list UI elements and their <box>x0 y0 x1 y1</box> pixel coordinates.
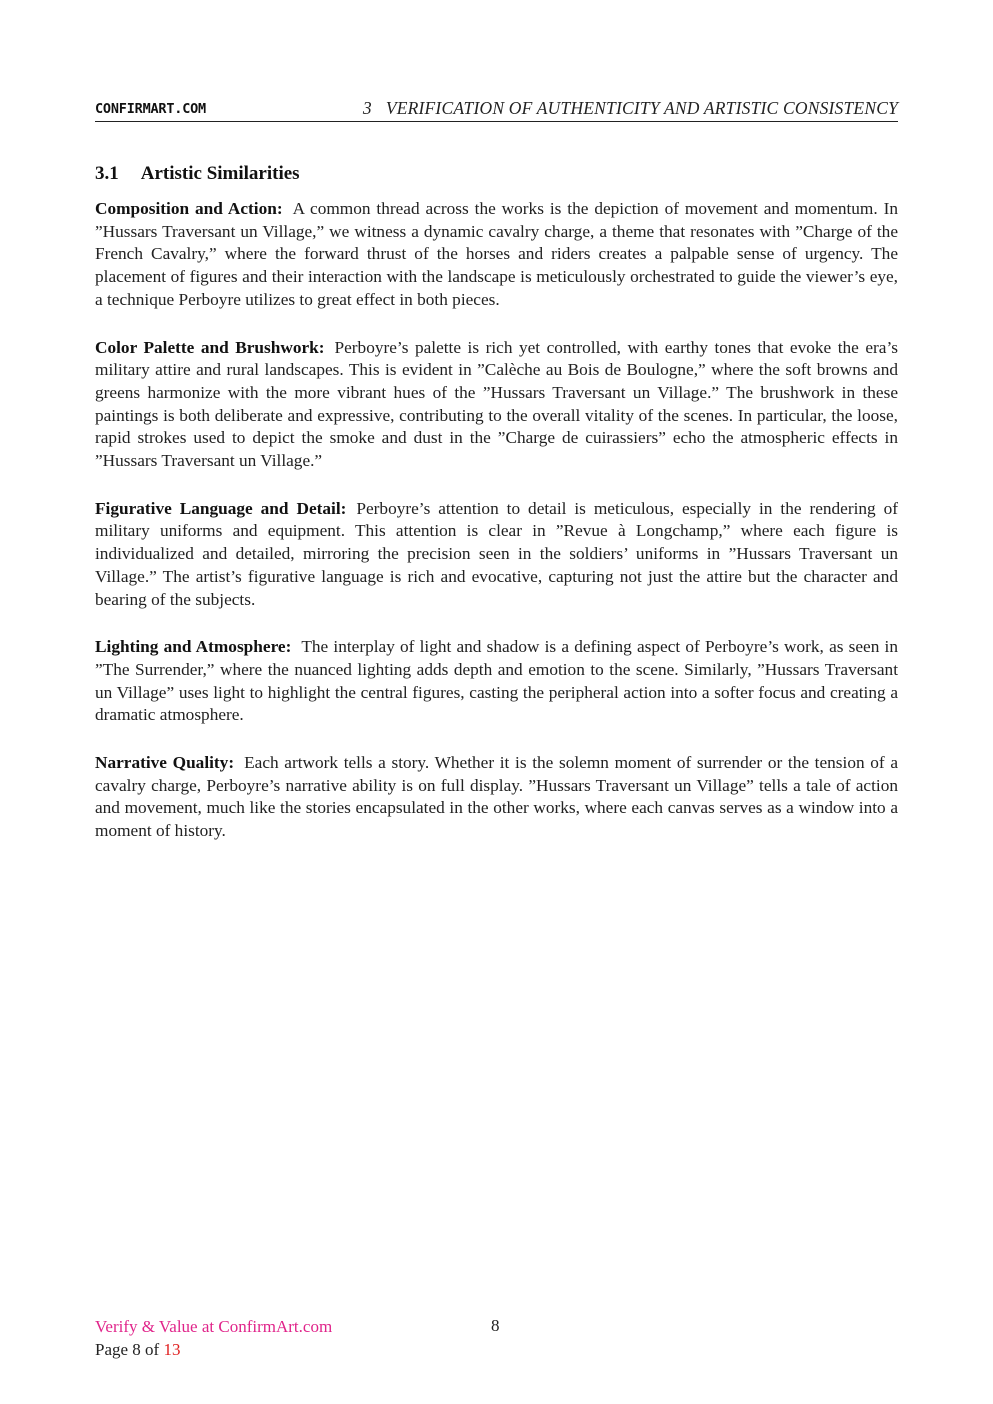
paragraph-text: The interplay of light and shadow is a defining aspect of Perboyre’s work, as seen in ”The Surrender,” where the nuanced lighting adds depth and emotion to the scene. Similarly, ”Hussars Traversant un Village” uses light to highlight the central figures, casting the peripheral action into a softer focus and creating a dramatic atmosphere. <box>95 637 898 725</box>
paragraph-color-palette <box>95 337 898 473</box>
paragraph-lead: Composition and Action: <box>95 199 283 218</box>
section-heading <box>95 163 300 185</box>
page-number: 8 <box>491 1316 500 1335</box>
paragraph-text: Each artwork tells a story. Whether it is the solemn moment of surrender or the tension of a cavalry charge, Perboyre’s narrative ability is on full display. ”Hussars Traversant un Village” tells a tale of action and movement, much like the stories encapsulated in the other works, where each canvas serves as a window into a moment of history. <box>95 753 898 841</box>
page-footer <box>95 1316 332 1361</box>
paragraph-lighting <box>95 636 898 727</box>
paragraph-text: A common thread across the works is the depiction of movement and momentum. In ”Hussars Traversant un Village,” we witness a dynamic cavalry charge, a theme that resonates with ”Charge of the French Cavalry,” where the forward thrust of the horses and riders creates a palpable sense of urgency. The placement of figures and their interaction with the landscape is meticulously orchestrated to guide the viewer’s eye, a technique Perboyre utilizes to great effect in both pieces. <box>95 199 898 309</box>
paragraph-lead: Lighting and Atmosphere: <box>95 637 292 657</box>
chapter-number: 3 <box>362 98 372 118</box>
chapter-title: VERIFICATION OF AUTHENTICITY AND ARTISTIC CONSISTENCY <box>385 98 898 118</box>
confirmart-logo: CONFIRMART.COM <box>95 101 206 117</box>
paragraph-narrative <box>95 752 898 843</box>
section-number: 3.1 <box>95 163 119 184</box>
running-head <box>363 98 898 119</box>
paragraph-text: Perboyre’s palette is rich yet controlled, with earthy tones that evoke the era’s military attire and rural landscapes. This is evident in ”Calèche au Bois de Boulogne,” where the soft browns and greens harmonize with the more vibrant hues of the ”Hussars Traversant un Village.” The brushwork in these paintings is both deliberate and expressive, contributing to the overall vitality of the scenes. In particular, the loose, rapid strokes used to depict the smoke and dust in the ”Charge de cuirassiers” echo the atmospheric effects in ”Hussars Traversant un Village.” <box>95 337 898 471</box>
paragraph-lead: Figurative Language and Detail: <box>95 498 347 518</box>
page-count <box>95 1339 332 1362</box>
page-count-prefix: Page 8 of <box>95 1339 164 1359</box>
paragraph-figurative-language <box>95 498 898 612</box>
page-header <box>95 96 898 122</box>
paragraph-lead: Narrative Quality: <box>95 753 235 773</box>
paragraph-lead: Color Palette and Brushwork: <box>95 337 325 357</box>
paragraph-text: Perboyre’s attention to detail is meticulous, especially in the rendering of military uniforms and equipment. This attention is clear in ”Revue à Longchamp,” where each figure is individualized and detailed, mirroring the precision seen in the soldiers’ uniforms in ”Hussars Traversant un Village.” The artist’s figurative language is rich and evocative, capturing not just the attire but the character and bearing of the subjects. <box>95 498 899 609</box>
page-total-link[interactable]: 13 <box>163 1339 181 1359</box>
confirmart-link[interactable]: Verify & Value at ConfirmArt.com <box>95 1317 333 1336</box>
paragraph-composition <box>95 198 898 312</box>
body-text <box>95 198 898 868</box>
section-title: Artistic Similarities <box>140 163 300 184</box>
